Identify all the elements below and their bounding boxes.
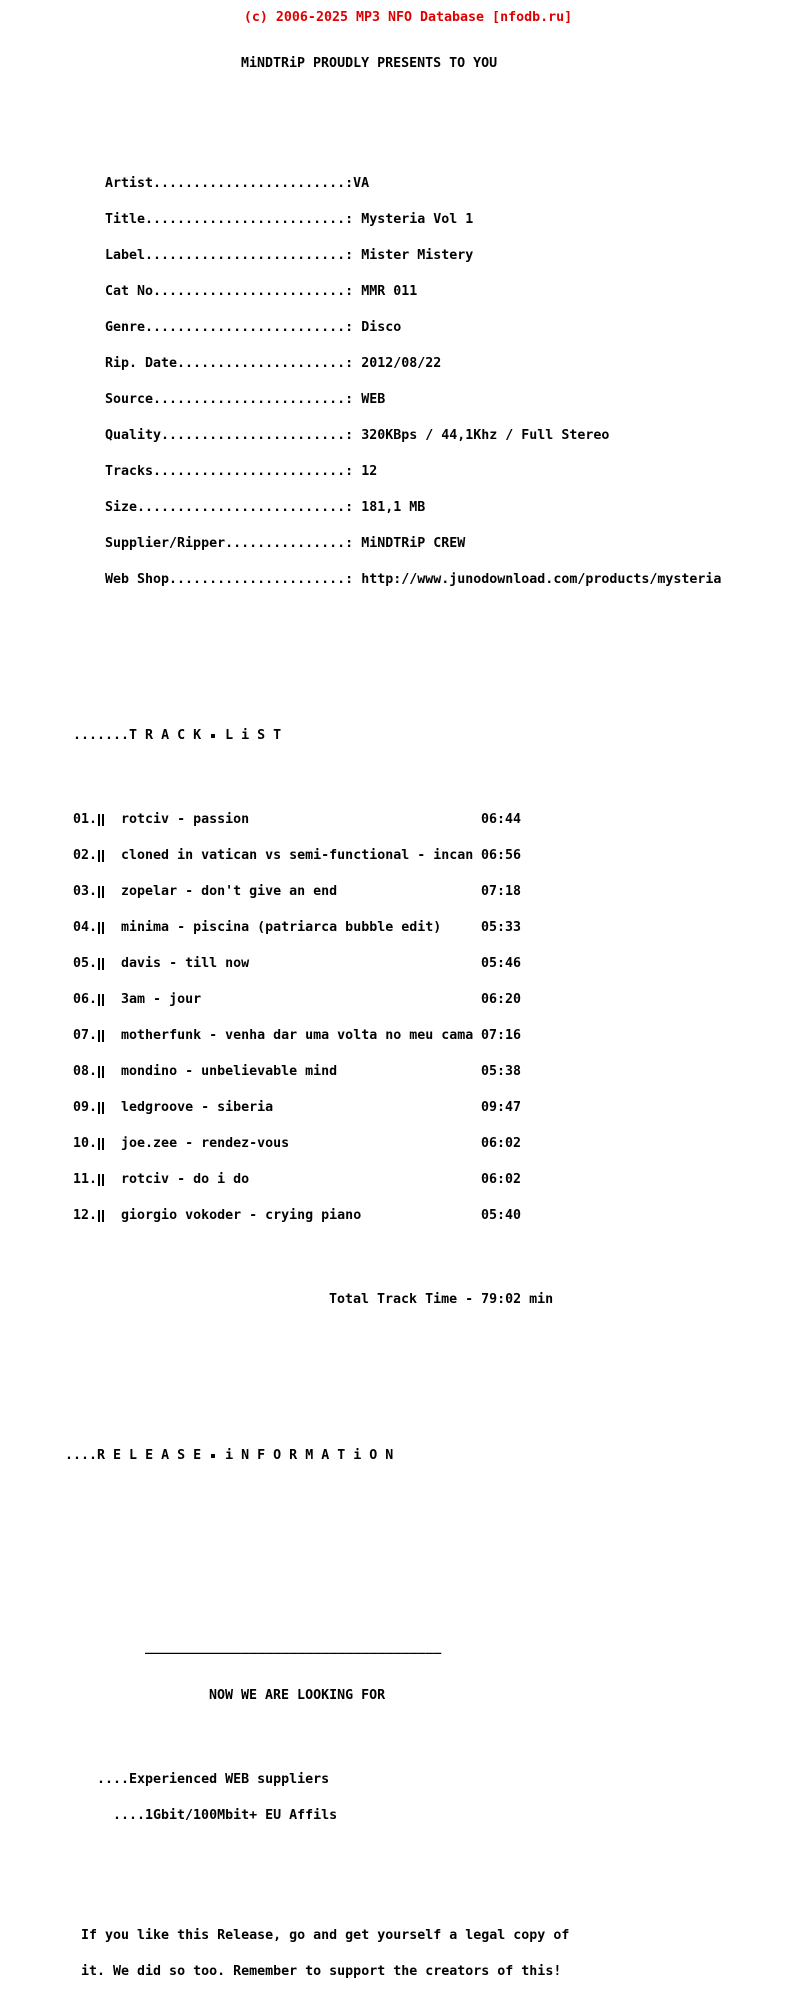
- field-label: Cat No........................:: [105, 284, 354, 299]
- field-value: Disco: [361, 320, 402, 335]
- site-header: [0, 0, 800, 25]
- recruit-item-text: ....Experienced WEB suppliers: [97, 1772, 330, 1787]
- field-row-source: [9, 394, 721, 406]
- field-value: 181,1 MB: [361, 500, 426, 515]
- release-info-heading: [9, 1450, 721, 1462]
- track-number: 04.: [73, 920, 98, 935]
- track-row: [9, 1066, 721, 1078]
- recruit-item-text: ....1Gbit/100Mbit+ EU Affils: [113, 1808, 338, 1823]
- field-row-quality: [9, 430, 721, 442]
- field-value: 12: [361, 464, 378, 479]
- track-time: 09:47: [481, 1100, 522, 1115]
- tracklist-heading-prefix: .......: [73, 728, 130, 743]
- bullet-icon: [209, 1450, 217, 1462]
- field-value: Mysteria Vol 1: [361, 212, 474, 227]
- field-row-genre: [9, 322, 721, 334]
- track-separator: [97, 922, 105, 934]
- footer-line: [9, 1930, 721, 1942]
- track-time: 06:56: [481, 848, 522, 863]
- track-number: 02.: [73, 848, 98, 863]
- release-heading-left: R E L E A S E: [97, 1448, 202, 1463]
- track-title: motherfunk - venha dar uma volta no meu cama: [121, 1028, 474, 1043]
- track-row: [9, 958, 721, 970]
- total-time-row: [9, 1294, 721, 1306]
- track-separator: [97, 1066, 105, 1078]
- field-value: MiNDTRiP CREW: [361, 536, 466, 551]
- track-separator: [97, 814, 105, 826]
- field-label: Artist........................:: [105, 176, 354, 191]
- track-time: 05:40: [481, 1208, 522, 1223]
- track-number: 03.: [73, 884, 98, 899]
- track-number: 11.: [73, 1172, 98, 1187]
- track-title: rotciv - passion: [121, 812, 250, 827]
- tracklist-heading-left: T R A C K: [129, 728, 202, 743]
- field-row-supplier: [9, 538, 721, 550]
- track-title: minima - piscina (patriarca bubble edit): [121, 920, 442, 935]
- track-separator: [97, 1210, 105, 1222]
- track-separator: [97, 1102, 105, 1114]
- track-separator: [97, 958, 105, 970]
- track-separator: [97, 1174, 105, 1186]
- field-value: MMR 011: [361, 284, 418, 299]
- field-value: 2012/08/22: [361, 356, 442, 371]
- recruit-heading: NOW WE ARE LOOKING FOR: [209, 1688, 386, 1703]
- track-title: 3am - jour: [121, 992, 202, 1007]
- track-time: 07:16: [481, 1028, 522, 1043]
- track-title: joe.zee - rendez-vous: [121, 1136, 290, 1151]
- track-number: 12.: [73, 1208, 98, 1223]
- track-row: [9, 1030, 721, 1042]
- field-row-tracks: [9, 466, 721, 478]
- field-label: Source........................:: [105, 392, 354, 407]
- footer-text: If you like this Release, go and get yourself a legal copy of: [81, 1928, 570, 1943]
- track-time: 05:38: [481, 1064, 522, 1079]
- track-number: 09.: [73, 1100, 98, 1115]
- field-row-catno: [9, 286, 721, 298]
- webshop-link[interactable]: http://www.junodownload.com/products/mysteria: [361, 572, 722, 587]
- track-row: [9, 994, 721, 1006]
- bullet-icon: [209, 730, 217, 742]
- field-label: Tracks........................:: [105, 464, 354, 479]
- recruit-item: [9, 1774, 721, 1786]
- field-label: Size..........................:: [105, 500, 354, 515]
- recruit-item: [9, 1810, 721, 1822]
- field-row-artist: [9, 178, 721, 190]
- track-time: 07:18: [481, 884, 522, 899]
- track-title: rotciv - do i do: [121, 1172, 250, 1187]
- track-title: mondino - unbelievable mind: [121, 1064, 338, 1079]
- field-value: Mister Mistery: [361, 248, 474, 263]
- field-label: Supplier/Ripper...............:: [105, 536, 354, 551]
- track-title: giorgio vokoder - crying piano: [121, 1208, 362, 1223]
- track-row: [9, 1174, 721, 1186]
- total-track-time: Total Track Time - 79:02 min: [329, 1292, 554, 1307]
- track-separator: [97, 1138, 105, 1150]
- field-label: Label.........................:: [105, 248, 354, 263]
- track-number: 08.: [73, 1064, 98, 1079]
- track-title: ledgroove - siberia: [121, 1100, 274, 1115]
- field-value: WEB: [361, 392, 386, 407]
- field-label: Rip. Date.....................:: [105, 356, 354, 371]
- track-number: 01.: [73, 812, 98, 827]
- release-heading-prefix: ....: [65, 1448, 98, 1463]
- track-time: 06:02: [481, 1136, 522, 1151]
- footer-line: [9, 1966, 721, 1978]
- track-title: zopelar - don't give an end: [121, 884, 338, 899]
- track-number: 10.: [73, 1136, 98, 1151]
- field-value: 320KBps / 44,1Khz / Full Stereo: [361, 428, 610, 443]
- field-row-title: [9, 214, 721, 226]
- recruit-rule: [9, 1642, 721, 1654]
- track-separator: [97, 850, 105, 862]
- track-time: 06:20: [481, 992, 522, 1007]
- track-row: [9, 850, 721, 862]
- track-row: [9, 886, 721, 898]
- tracklist-heading: [9, 730, 721, 742]
- track-row: [9, 1210, 721, 1222]
- track-row: [9, 814, 721, 826]
- track-separator: [97, 886, 105, 898]
- field-label: Web Shop......................:: [105, 572, 354, 587]
- track-row: [9, 1102, 721, 1114]
- footer-text: it. We did so too. Remember to support the creators of this!: [81, 1964, 562, 1979]
- field-value: VA: [353, 176, 370, 191]
- field-row-ripdate: [9, 358, 721, 370]
- track-title: davis - till now: [121, 956, 250, 971]
- nfo-content: [9, 22, 721, 1990]
- presents-line: [9, 58, 721, 70]
- track-separator: [97, 994, 105, 1006]
- track-row: [9, 1138, 721, 1150]
- track-row: [9, 922, 721, 934]
- field-label: Title.........................:: [105, 212, 354, 227]
- tracklist-heading-right: L i S T: [225, 728, 282, 743]
- track-time: 05:33: [481, 920, 522, 935]
- track-time: 06:44: [481, 812, 522, 827]
- field-label: Genre.........................:: [105, 320, 354, 335]
- presents-text: MiNDTRiP PROUDLY PRESENTS TO YOU: [241, 56, 498, 71]
- track-title: cloned in vatican vs semi-functional - incan: [121, 848, 474, 863]
- field-row-size: [9, 502, 721, 514]
- field-row-label: [9, 250, 721, 262]
- track-number: 05.: [73, 956, 98, 971]
- track-number: 07.: [73, 1028, 98, 1043]
- divider-rule: _____________________________________: [145, 1640, 442, 1655]
- track-number: 06.: [73, 992, 98, 1007]
- release-heading-right: i N F O R M A T i O N: [225, 1448, 394, 1463]
- recruit-heading-row: [9, 1690, 721, 1702]
- track-time: 05:46: [481, 956, 522, 971]
- field-row-webshop: [9, 574, 721, 586]
- track-separator: [97, 1030, 105, 1042]
- copyright-link[interactable]: (c) 2006-2025 MP3 NFO Database [nfodb.ru]: [243, 10, 573, 25]
- track-time: 06:02: [481, 1172, 522, 1187]
- field-label: Quality.......................:: [105, 428, 354, 443]
